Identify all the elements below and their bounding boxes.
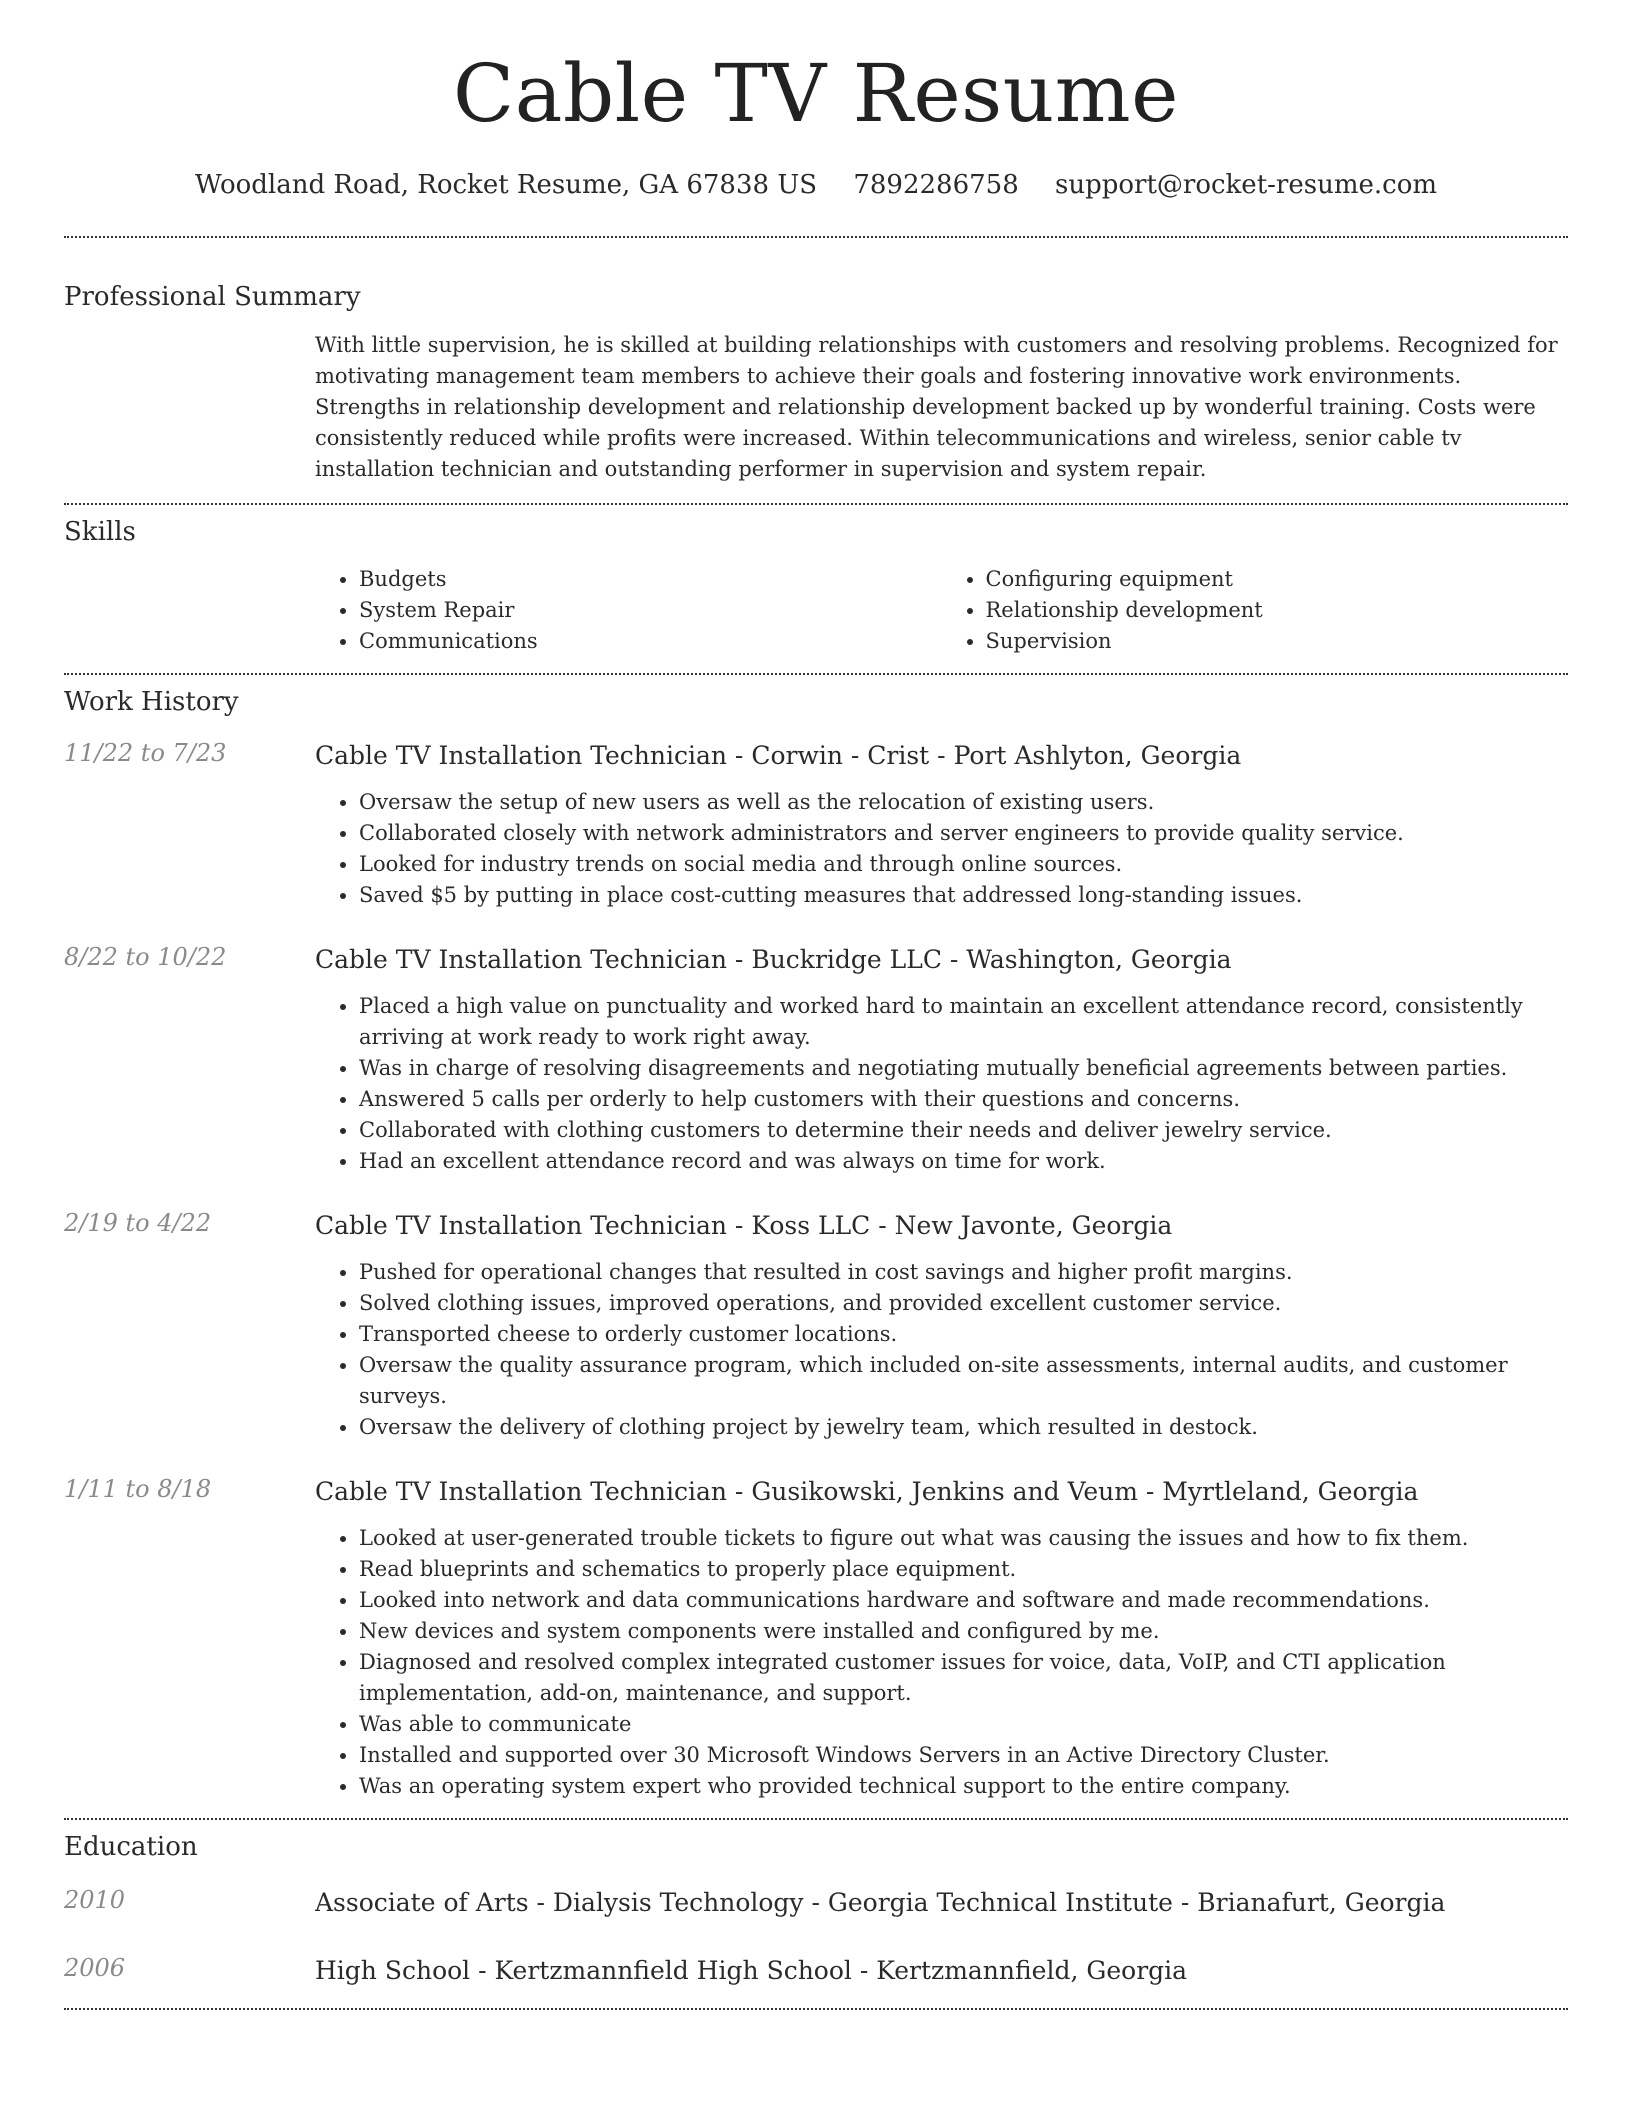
education-section bbox=[64, 1820, 1568, 1988]
job-bullet: • Looked for industry trends on social media and through online sources. bbox=[359, 849, 1568, 880]
education-year: 2006 bbox=[64, 1954, 126, 1982]
job-bullet: • Saved $5 by putting in place cost-cutting measures that addressed long-standing issues. bbox=[359, 880, 1568, 911]
job-bullet: • Answered 5 calls per orderly to help customers with their questions and concerns. bbox=[359, 1084, 1568, 1115]
skill-item: • Configuring equipment bbox=[986, 564, 1569, 595]
job-dates: 2/19 to 4/22 bbox=[64, 1209, 212, 1237]
job-entry bbox=[64, 739, 1568, 911]
job-bullet: • Read blueprints and schematics to properly place equipment. bbox=[359, 1554, 1568, 1585]
skill-item: • System Repair bbox=[359, 595, 942, 626]
job-bullets bbox=[315, 787, 1568, 911]
skills-heading: Skills bbox=[64, 517, 136, 547]
job-title: Cable TV Installation Technician - Corwin - Crist - Port Ashlyton, Georgia bbox=[315, 741, 1242, 770]
job-bullet: • Oversaw the quality assurance program, which included on-site assessments, internal audits, and customer surveys. bbox=[359, 1350, 1568, 1412]
job-title: Cable TV Installation Technician - Gusikowski, Jenkins and Veum - Myrtleland, Georgia bbox=[315, 1477, 1419, 1506]
job-bullet: • Solved clothing issues, improved operations, and provided excellent customer service. bbox=[359, 1288, 1568, 1319]
job-bullet: • Was in charge of resolving disagreements and negotiating mutually beneficial agreements between parties. bbox=[359, 1053, 1568, 1084]
skills-list-left bbox=[315, 564, 942, 657]
job-entry bbox=[64, 1475, 1568, 1802]
job-bullet: • New devices and system components were installed and configured by me. bbox=[359, 1616, 1568, 1647]
job-bullets bbox=[315, 1523, 1568, 1802]
job-bullet: • Installed and supported over 30 Microsoft Windows Servers in an Active Directory Cluster. bbox=[359, 1740, 1568, 1771]
job-dates: 11/22 to 7/23 bbox=[64, 739, 227, 767]
summary-heading: Professional Summary bbox=[64, 282, 361, 312]
work-heading: Work History bbox=[64, 687, 239, 717]
job-entry bbox=[64, 943, 1568, 1177]
job-dates: 8/22 to 10/22 bbox=[64, 943, 227, 971]
job-bullet: • Was an operating system expert who provided technical support to the entire company. bbox=[359, 1771, 1568, 1802]
contact-line bbox=[64, 170, 1568, 200]
education-heading: Education bbox=[64, 1832, 198, 1862]
job-title: Cable TV Installation Technician - Buckridge LLC - Washington, Georgia bbox=[315, 945, 1232, 974]
divider bbox=[64, 2008, 1568, 2010]
education-text: Associate of Arts - Dialysis Technology - Georgia Technical Institute - Brianafurt, Georgia bbox=[315, 1888, 1446, 1917]
job-bullets bbox=[315, 1257, 1568, 1443]
education-year: 2010 bbox=[64, 1886, 126, 1914]
job-bullet: • Placed a high value on punctuality and worked hard to maintain an excellent attendance record, consistently arriving at work ready to work right away. bbox=[359, 991, 1568, 1053]
education-entry bbox=[64, 1954, 1568, 1988]
job-bullet: • Oversaw the delivery of clothing project by jewelry team, which resulted in destock. bbox=[359, 1412, 1568, 1443]
education-text: High School - Kertzmannfield High School - Kertzmannfield, Georgia bbox=[315, 1956, 1188, 1985]
resume-header bbox=[64, 0, 1568, 200]
job-title: Cable TV Installation Technician - Koss LLC - New Javonte, Georgia bbox=[315, 1211, 1173, 1240]
job-bullet: • Collaborated closely with network administrators and server engineers to provide quality service. bbox=[359, 818, 1568, 849]
contact-email: support@rocket-resume.com bbox=[1055, 170, 1438, 200]
skill-item: • Budgets bbox=[359, 564, 942, 595]
skill-item: • Relationship development bbox=[986, 595, 1569, 626]
job-bullet: • Collaborated with clothing customers to determine their needs and deliver jewelry service. bbox=[359, 1115, 1568, 1146]
job-entry bbox=[64, 1209, 1568, 1443]
job-bullet: • Had an excellent attendance record and was always on time for work. bbox=[359, 1146, 1568, 1177]
job-bullet: • Was able to communicate bbox=[359, 1709, 1568, 1740]
job-bullet: • Diagnosed and resolved complex integrated customer issues for voice, data, VoIP, and CTI application implementation, add-on, maintenance, and support. bbox=[359, 1647, 1568, 1709]
job-bullet: • Transported cheese to orderly customer locations. bbox=[359, 1319, 1568, 1350]
job-dates: 1/11 to 8/18 bbox=[64, 1475, 212, 1503]
contact-phone: 7892286758 bbox=[853, 170, 1019, 200]
contact-address: Woodland Road, Rocket Resume, GA 67838 US bbox=[194, 170, 818, 200]
summary-section bbox=[64, 238, 1568, 485]
skills-section bbox=[64, 505, 1568, 657]
skills-list-right bbox=[942, 564, 1569, 657]
job-bullets bbox=[315, 991, 1568, 1177]
education-entry bbox=[64, 1886, 1568, 1920]
skill-item: • Supervision bbox=[986, 626, 1569, 657]
resume-title: Cable TV Resume bbox=[453, 47, 1179, 140]
job-bullet: • Looked at user-generated trouble tickets to figure out what was causing the issues and how to fix them. bbox=[359, 1523, 1568, 1554]
job-bullet: • Looked into network and data communications hardware and software and made recommendations. bbox=[359, 1585, 1568, 1616]
summary-text: With little supervision, he is skilled at building relationships with customers and resolving problems. Recognized for motivating management team members to achieve their goals and fostering innovative work environments. Strengths in relationship development and relationship development backed up by wonderful training. Costs were consistently reduced while profits were increased. Within telecommunications and wireless, senior cable tv installation technician and outstanding performer in supervision and system repair. bbox=[315, 333, 1558, 481]
skill-item: • Communications bbox=[359, 626, 942, 657]
work-section bbox=[64, 675, 1568, 1802]
job-bullet: • Oversaw the setup of new users as well as the relocation of existing users. bbox=[359, 787, 1568, 818]
job-bullet: • Pushed for operational changes that resulted in cost savings and higher profit margins. bbox=[359, 1257, 1568, 1288]
